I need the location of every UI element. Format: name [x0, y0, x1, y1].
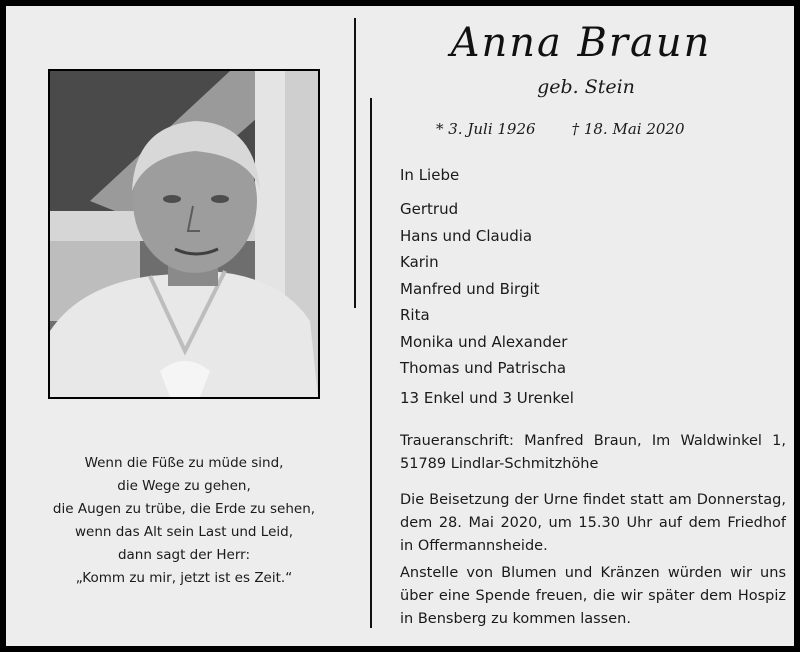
poem-line: die Augen zu trübe, die Erde zu sehen,: [52, 501, 316, 517]
deceased-name: Anna Braun: [450, 20, 712, 66]
obituary-card: [6, 6, 794, 646]
mourner-item: Thomas und Patrischa: [400, 359, 567, 377]
mourners-list: [400, 196, 567, 382]
mourning-address: Traueranschrift: Manfred Braun, Im Waldwinkel 1, 51789 Lindlar-Schmitzhöhe: [400, 433, 786, 472]
intro-text: In Liebe: [400, 166, 460, 184]
mourner-item: Manfred und Birgit: [400, 279, 540, 298]
poem: [36, 452, 332, 590]
mourner-item: Monika und Alexander: [400, 332, 568, 351]
mourner-item: Gertrud: [400, 200, 459, 218]
birth-date: * 3. Juli 1926: [436, 120, 536, 138]
poem-line: die Wege zu gehen,: [117, 478, 251, 494]
portrait-photo: [48, 69, 320, 399]
divider-line-main: [370, 98, 372, 628]
poem-line: wenn das Alt sein Last und Leid,: [74, 524, 293, 540]
donation-note: Anstelle von Blumen und Kränzen würden wir uns über eine Spende freuen, die wir später dem Hospiz in Bensberg zu kommen lassen.: [400, 565, 786, 627]
maiden-name: geb. Stein: [537, 76, 635, 98]
life-dates: [436, 120, 685, 138]
mourner-item: Karin: [400, 253, 439, 271]
mourner-item: Hans und Claudia: [400, 226, 533, 245]
grandchildren-text: 13 Enkel und 3 Urenkel: [400, 389, 574, 407]
poem-line: Wenn die Füße zu müde sind,: [84, 455, 284, 471]
poem-line: dann sagt der Herr:: [117, 547, 251, 563]
divider-line-top: [354, 18, 356, 308]
death-date: † 18. Mai 2020: [571, 120, 685, 138]
mourner-item: Rita: [400, 306, 430, 324]
poem-line: „Komm zu mir, jetzt ist es Zeit.“: [75, 570, 293, 586]
burial-info: Die Beisetzung der Urne findet statt am Donnerstag, dem 28. Mai 2020, um 15.30 Uhr auf dem Friedhof in Offermannsheide.: [400, 492, 786, 554]
